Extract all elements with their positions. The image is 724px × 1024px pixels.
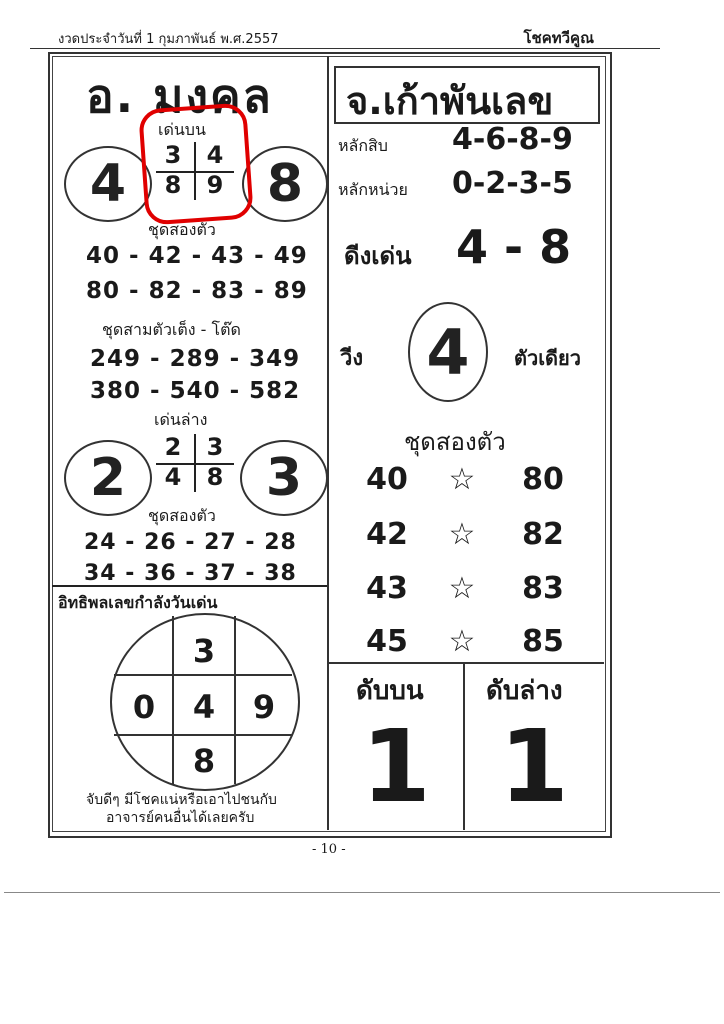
lead-bottom-grid-cell: 3 (206, 433, 224, 461)
star-icon: ☆ (448, 624, 476, 659)
bottom-close-value: 1 (499, 708, 569, 825)
pair-a: 45 (366, 624, 408, 659)
lead-bottom-right-digit: 3 (240, 440, 328, 516)
lead-top-grid-cell: 3 (164, 141, 182, 169)
lead-top-left-digit: 4 (64, 146, 152, 222)
lead-value: 4 - 8 (456, 220, 572, 274)
pair-a: 43 (366, 571, 408, 606)
pair-a: 40 (366, 462, 408, 497)
lead-bottom-label: เด่นล่าง (154, 410, 208, 429)
power-grid-top: 3 (192, 632, 216, 670)
bottom-two-label: ชุดสองตัว (148, 506, 216, 525)
power-grid-center: 4 (192, 688, 216, 726)
two-digit-row: 40 - 42 - 43 - 49 (86, 243, 308, 269)
three-digit-row: 249 - 289 - 349 (90, 346, 301, 372)
bottom-two-row: 24 - 26 - 27 - 28 (84, 530, 297, 555)
top-close-label: ดับบน (356, 676, 424, 706)
lead-top-grid-cell: 9 (206, 171, 224, 199)
right-title: จ.เก้าพันเลข (346, 79, 554, 123)
lead-top-label: เด่นบน (158, 120, 206, 139)
star-icon: ☆ (448, 571, 476, 606)
units-label: หลักหน่วย (338, 180, 408, 199)
pair-a: 42 (366, 517, 408, 552)
pair-b: 83 (522, 571, 564, 606)
lead-bottom-grid-cell: 2 (164, 433, 182, 461)
scan-edge (4, 892, 720, 893)
power-grid-right: 9 (252, 688, 276, 726)
pair-b: 85 (522, 624, 564, 659)
single-label: ตัวเดียว (514, 346, 581, 370)
power-grid-line (114, 734, 292, 736)
tens-value: 4-6-8-9 (452, 122, 573, 157)
power-grid-bottom: 8 (192, 742, 216, 780)
three-digit-row: 380 - 540 - 582 (90, 378, 301, 404)
power-title: อิทธิพลเลขกำลังวันเด่น (58, 593, 218, 612)
section-rule (52, 585, 327, 587)
lead-bottom-left-digit: 2 (64, 440, 152, 516)
lead-top-grid-cell: 4 (206, 141, 224, 169)
publication-name: โชคทวีคูณ (523, 29, 594, 47)
pair-b: 80 (522, 462, 564, 497)
star-icon: ☆ (448, 517, 476, 552)
page-number: - 10 - (312, 842, 346, 857)
lead-top-right-digit: 8 (242, 146, 328, 222)
top-close-value: 1 (361, 708, 431, 825)
grid-horizontal-line (156, 463, 234, 465)
three-digit-label: ชุดสามตัวเต็ง - โต๊ด (102, 320, 241, 339)
footer-line: อาจารย์คนอื่นได้เลยครับ (106, 810, 255, 826)
run-label: วีง (340, 346, 364, 371)
lead-top-grid-cell: 8 (164, 171, 182, 199)
bottom-two-row: 34 - 36 - 37 - 38 (84, 561, 297, 586)
closing-box-divider (463, 662, 465, 830)
two-digit-label: ชุดสองตัว (148, 220, 216, 239)
header-rule (30, 48, 660, 49)
lead-bottom-grid-cell: 4 (164, 463, 182, 491)
issue-date: งวดประจำวันที่ 1 กุมภาพันธ์ พ.ศ.2557 (58, 32, 279, 47)
pairs-label: ชุดสองตัว (404, 428, 506, 456)
two-digit-row: 80 - 82 - 83 - 89 (86, 278, 308, 304)
run-digit: 4 (408, 302, 488, 402)
tens-label: หลักสิบ (338, 136, 388, 155)
red-highlight-circle (138, 102, 254, 225)
power-grid-left: 0 (132, 688, 156, 726)
pair-b: 82 (522, 517, 564, 552)
bottom-close-label: ดับล่าง (486, 676, 563, 706)
lead-bottom-grid-cell: 8 (206, 463, 224, 491)
star-icon: ☆ (448, 462, 476, 497)
units-value: 0-2-3-5 (452, 166, 573, 201)
power-grid-line (114, 674, 292, 676)
footer-line: จับดีๆ มีโชคแน่หรือเอาไปชนกับ (86, 792, 277, 808)
left-title: อ. มงคล (86, 69, 273, 123)
lead-label: ดีงเด่น (344, 242, 412, 270)
